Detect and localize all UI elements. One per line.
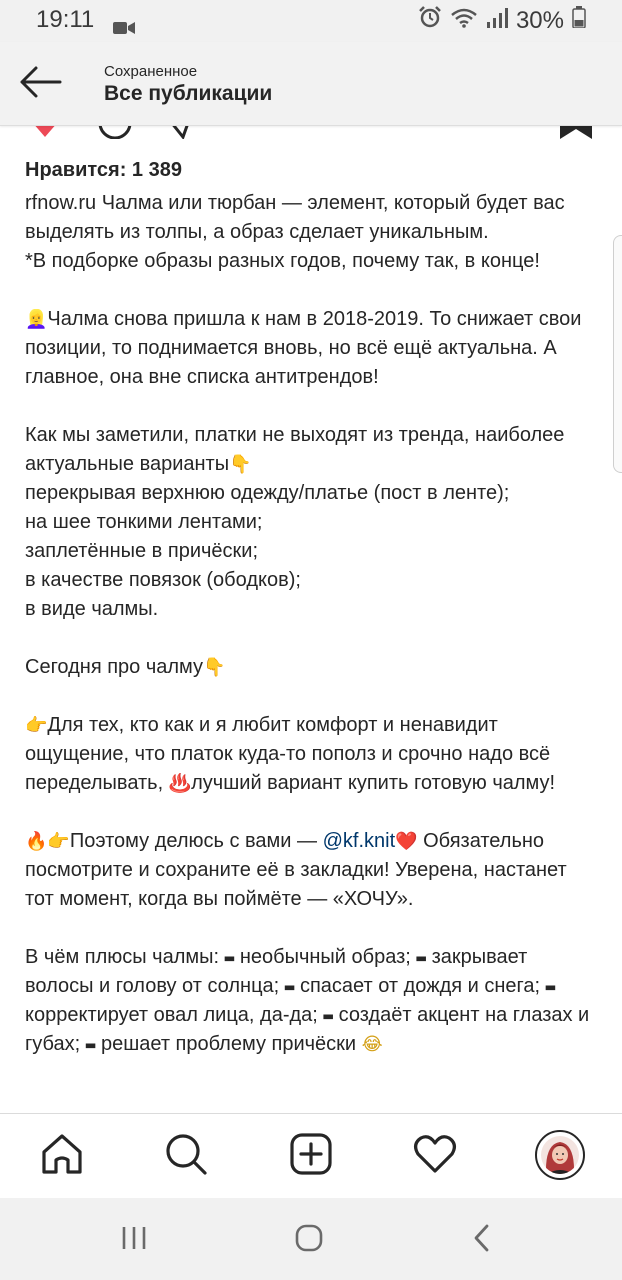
caption-text: Обязательно посмотрите и сохраните её в закладки! Уверена, настанет тот момент, когда вы поймёте — «ХОЧУ». [25, 830, 567, 910]
home-circle-icon [294, 1223, 324, 1258]
recents-button[interactable] [112, 1220, 156, 1260]
avatar [535, 1130, 585, 1180]
point-right-emoji-icon: 👉 [25, 715, 48, 736]
likes-count[interactable]: Нравится: 1 389 [25, 159, 182, 181]
signal-icon [486, 7, 508, 35]
dash-bullet-icon: ▬ [224, 948, 235, 967]
caption-text: решает проблему причёски [95, 1033, 362, 1055]
dash-bullet-icon: ▬ [323, 1006, 334, 1025]
hot-springs-emoji-icon: ♨️ [168, 773, 192, 794]
status-icons [418, 6, 586, 35]
caption-paragraph [25, 653, 597, 682]
caption-text: необычный образ; [234, 946, 417, 968]
caption-text: Поэтому делюсь с вами — [69, 830, 323, 852]
bottom-nav [0, 1113, 622, 1199]
plus-square-icon [289, 1132, 333, 1181]
dash-bullet-icon: ▬ [284, 977, 295, 996]
heart-emoji-icon: ❤️ [395, 831, 418, 852]
alarm-icon [418, 6, 442, 35]
page-title: Все публикации [104, 82, 273, 105]
caption-text: закрывает волосы и голову от солнца; [25, 946, 528, 997]
caption-text: Для тех, кто как и я любит комфорт и ненавидит ощущение, что платок куда-то пополз и срочно надо всё переделывать, [25, 714, 551, 794]
search-icon [164, 1132, 208, 1181]
scroll-indicator[interactable] [613, 235, 622, 473]
point-right-emoji-icon: 👉 [47, 831, 70, 852]
header-subtitle: Сохраненное [104, 63, 198, 80]
mention-link[interactable]: @kf.knit [322, 830, 396, 852]
system-home-button[interactable] [287, 1220, 331, 1260]
caption-paragraph [25, 305, 597, 392]
caption-paragraph [25, 421, 597, 624]
caption-text: создаёт акцент на глазах и губах; [25, 1004, 590, 1055]
video-camera-icon [113, 14, 135, 42]
wifi-icon [450, 7, 478, 35]
recents-icon [119, 1225, 149, 1256]
caption-text: перекрывая верхнюю одежду/платье (пост в ленте); [25, 482, 510, 504]
caption-text: спасает от дождя и снега; [294, 975, 546, 997]
nav-new-post-button[interactable] [287, 1132, 335, 1180]
nav-activity-button[interactable] [411, 1132, 459, 1180]
point-down-emoji-icon: 👇 [203, 657, 226, 678]
caption-text: в качестве повязок (ободков); [25, 569, 301, 591]
caption-text: Сегодня про чалму [25, 656, 204, 678]
caption-text: корректирует овал лица, да-да; [25, 1004, 324, 1026]
author-username[interactable]: rfnow.ru [25, 192, 97, 214]
post-content [25, 155, 597, 1059]
nav-search-button[interactable] [162, 1132, 210, 1180]
arrow-left-icon [18, 65, 62, 104]
post-action-row [0, 125, 622, 139]
system-nav-bar [0, 1198, 622, 1280]
status-bar [0, 0, 622, 42]
caption-text: заплетённые в причёски; [25, 540, 259, 562]
point-down-emoji-icon: 👇 [229, 454, 252, 475]
caption-paragraph [25, 827, 597, 914]
share-icon[interactable] [165, 125, 195, 139]
caption-text: на шее тонкими лентами; [25, 511, 263, 533]
caption-text: Чалма снова пришла к нам в 2018-2019. То снижает свои позиции, то поднимается вновь, но всё ещё актуальна. А главное, она вне списка антитрендов! [25, 308, 582, 388]
heart-icon [413, 1134, 457, 1179]
caption-text: Чалма или тюрбан — элемент, который будет вас выделять из толпы, а образ сделает уникальным. [25, 192, 565, 243]
like-icon[interactable] [30, 125, 60, 139]
caption-text: Как мы заметили, платки не выходят из тренда, наиболее актуальные варианты [25, 424, 565, 475]
post-caption [25, 189, 597, 1059]
caption-text: *В подборке образы разных годов, почему так, в конце! [25, 250, 540, 272]
dash-bullet-icon: ▬ [85, 1035, 96, 1054]
joy-emoji-icon: 😂 [361, 1034, 383, 1055]
status-time: 19:11 [36, 6, 95, 33]
fire-emoji-icon: 🔥 [25, 831, 48, 852]
home-icon [40, 1132, 84, 1181]
caption-paragraph [25, 711, 597, 798]
app-header [0, 42, 622, 126]
comment-icon[interactable] [95, 125, 135, 139]
nav-home-button[interactable] [38, 1132, 86, 1180]
battery-percent: 30% [515, 6, 564, 34]
caption-text: В чём плюсы чалмы: [25, 946, 225, 968]
chevron-left-icon [470, 1223, 494, 1258]
woman-emoji-icon: 👱‍♀️ [25, 309, 48, 330]
avatar-image [541, 1136, 579, 1174]
caption-paragraph [25, 189, 597, 276]
caption-text: в виде чалмы. [25, 598, 159, 620]
dash-bullet-icon: ▬ [416, 948, 427, 967]
nav-profile-button[interactable] [535, 1130, 585, 1180]
back-button[interactable] [14, 58, 66, 110]
system-back-button[interactable] [460, 1220, 504, 1260]
dash-bullet-icon: ▬ [545, 977, 556, 996]
caption-paragraph [25, 943, 597, 1059]
caption-text: лучший вариант купить готовую чалму! [191, 772, 556, 794]
saved-bookmark-icon[interactable] [558, 125, 594, 139]
battery-icon [572, 6, 586, 35]
